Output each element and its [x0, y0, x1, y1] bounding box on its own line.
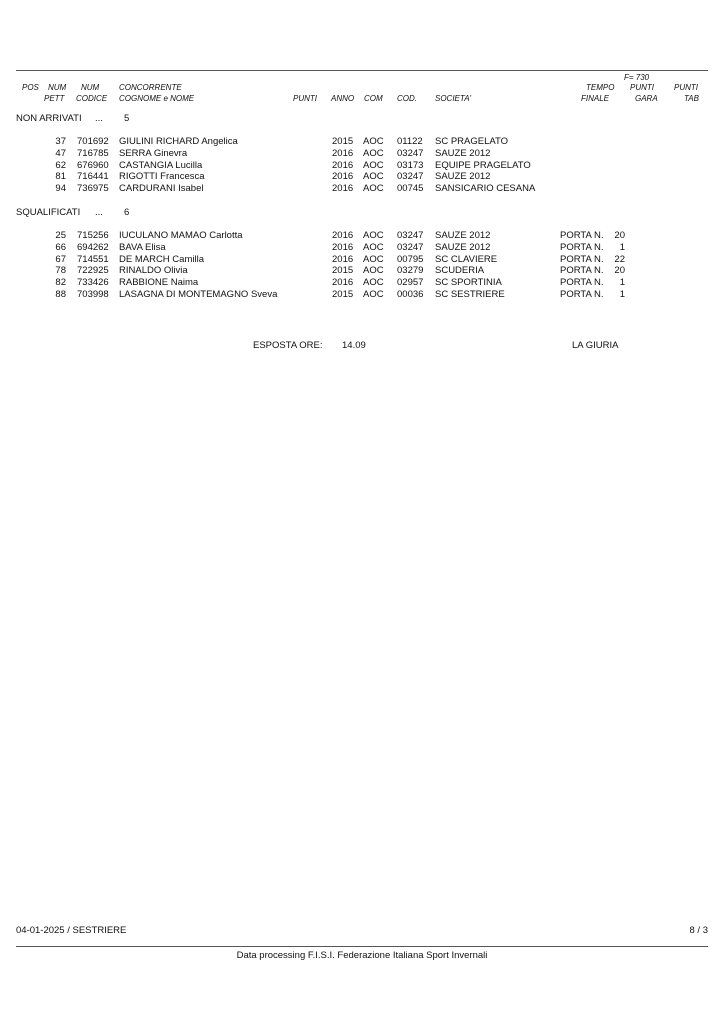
com-cell: AOC [363, 265, 384, 277]
pett-cell: 78 [55, 265, 66, 277]
section-dots: ... [95, 113, 103, 124]
cod-cell: 03247 [397, 171, 424, 183]
anno-cell: 2016 [332, 171, 354, 183]
section-dots: ... [95, 207, 103, 218]
com-cell: AOC [363, 159, 384, 171]
codice-cell: 722925 [77, 265, 109, 277]
porta-number: 22 [614, 253, 625, 265]
com-cell: AOC [363, 136, 384, 147]
header-tab: TAB [684, 94, 699, 103]
header-pett: PETT [44, 94, 65, 103]
anno-cell: 2016 [332, 253, 354, 265]
com-cell: AOC [363, 230, 384, 241]
codice-cell: 694262 [77, 241, 109, 253]
com-cell: AOC [363, 253, 384, 265]
cod-cell: 00036 [397, 289, 424, 300]
porta-label: PORTA N. [560, 289, 604, 300]
anno-cell: 2016 [332, 183, 354, 195]
porta-label: PORTA N. [560, 241, 604, 253]
societa-cell: SC SPORTINIA [435, 277, 502, 289]
header-punti-tab: PUNTI [674, 83, 698, 92]
pett-cell: 37 [55, 136, 66, 147]
header-pos: POS [22, 83, 39, 92]
societa-cell: SCUDERIA [435, 265, 485, 277]
societa-cell: EQUIPE PRAGELATO [435, 159, 531, 171]
porta-number: 1 [619, 241, 625, 253]
pett-cell: 81 [55, 171, 66, 183]
f-value: F= 730 [624, 73, 650, 82]
name-cell: CARDURANI Isabel [119, 183, 204, 195]
section-label: SQUALIFICATI [16, 207, 81, 218]
cod-cell: 01122 [397, 136, 423, 147]
pett-cell: 62 [55, 159, 66, 171]
header-punti: PUNTI [293, 94, 317, 103]
footer-page-number: 8 / 3 [689, 925, 708, 936]
codice-cell: 715256 [77, 230, 109, 241]
com-cell: AOC [363, 289, 384, 300]
header-concorrente: CONCORRENTE [119, 83, 182, 92]
cod-cell: 03247 [397, 230, 424, 241]
name-cell: DE MARCH Camilla [119, 253, 204, 265]
pett-cell: 82 [55, 277, 66, 289]
pett-cell: 94 [55, 183, 66, 195]
porta-label: PORTA N. [560, 230, 604, 241]
name-cell: RABBIONE Naima [119, 277, 199, 289]
anno-cell: 2015 [332, 289, 354, 300]
codice-cell: 716441 [77, 171, 109, 183]
header-finale: FINALE [581, 94, 610, 103]
anno-cell: 2016 [332, 241, 354, 253]
name-cell: CASTANGIA Lucilla [119, 159, 203, 171]
pett-cell: 88 [55, 289, 66, 300]
com-cell: AOC [363, 241, 384, 253]
societa-cell: SAUZE 2012 [435, 147, 491, 159]
cod-cell: 00795 [397, 253, 424, 265]
name-cell: RIGOTTI Francesca [119, 171, 205, 183]
header-punti-gara: PUNTI [630, 83, 654, 92]
pett-cell: 47 [55, 147, 66, 159]
footer-date-place: 04-01-2025 / SESTRIERE [16, 925, 127, 936]
cod-cell: 03173 [397, 159, 424, 171]
codice-cell: 733426 [77, 277, 109, 289]
la-giuria: LA GIURIA [572, 340, 619, 351]
header-tempo: TEMPO [586, 83, 615, 92]
cod-cell: 03247 [397, 147, 424, 159]
header-num-codice: NUM [81, 83, 100, 92]
header-gara: GARA [635, 94, 658, 103]
societa-cell: SC PRAGELATO [435, 136, 509, 147]
societa-cell: SAUZE 2012 [435, 230, 491, 241]
anno-cell: 2016 [332, 147, 354, 159]
anno-cell: 2016 [332, 230, 354, 241]
com-cell: AOC [363, 183, 384, 195]
porta-number: 20 [614, 230, 625, 241]
section-count: 5 [124, 113, 130, 124]
anno-cell: 2016 [332, 159, 354, 171]
codice-cell: 701692 [77, 136, 109, 147]
porta-label: PORTA N. [560, 253, 604, 265]
header-cod: COD. [397, 94, 417, 103]
esposta-label: ESPOSTA ORE: [253, 340, 323, 351]
section-count: 6 [124, 207, 130, 218]
porta-label: PORTA N. [560, 265, 604, 277]
codice-cell: 716785 [77, 147, 109, 159]
section-label: NON ARRIVATI [16, 113, 82, 124]
header-cognome-nome: COGNOME e NOME [119, 94, 195, 103]
top-rule [16, 70, 708, 71]
cod-cell: 02957 [397, 277, 424, 289]
societa-cell: SANSICARIO CESANA [435, 183, 536, 195]
anno-cell: 2015 [332, 265, 354, 277]
pett-cell: 67 [55, 253, 66, 265]
footer-rule [16, 946, 708, 947]
anno-cell: 2016 [332, 277, 354, 289]
name-cell: RINALDO Olivia [119, 265, 188, 277]
name-cell: SERRA Ginevra [119, 147, 188, 159]
name-cell: GIULINI RICHARD Angelica [119, 136, 238, 147]
name-cell: LASAGNA DI MONTEMAGNO Sveva [119, 289, 278, 300]
codice-cell: 714551 [77, 253, 109, 265]
esposta-time: 14.09 [342, 340, 366, 351]
footer-credit: Data processing F.I.S.I. Federazione Italiana Sport Invernali [236, 950, 488, 961]
header-societa: SOCIETA' [435, 94, 472, 103]
header-anno: ANNO [331, 94, 355, 103]
pett-cell: 25 [55, 230, 66, 241]
codice-cell: 703998 [77, 289, 109, 300]
com-cell: AOC [363, 147, 384, 159]
name-cell: BAVA Elisa [119, 241, 166, 253]
com-cell: AOC [363, 277, 384, 289]
com-cell: AOC [363, 171, 384, 183]
codice-cell: 676960 [77, 159, 109, 171]
societa-cell: SAUZE 2012 [435, 241, 491, 253]
porta-label: PORTA N. [560, 277, 604, 289]
porta-number: 1 [619, 289, 625, 300]
codice-cell: 736975 [77, 183, 109, 195]
pett-cell: 66 [55, 241, 66, 253]
name-cell: IUCULANO MAMAO Carlotta [119, 230, 243, 241]
cod-cell: 03247 [397, 241, 424, 253]
societa-cell: SC CLAVIERE [435, 253, 498, 265]
anno-cell: 2015 [332, 136, 354, 147]
header-num-pett: NUM [48, 83, 67, 92]
societa-cell: SAUZE 2012 [435, 171, 491, 183]
cod-cell: 00745 [397, 183, 424, 195]
societa-cell: SC SESTRIERE [435, 289, 505, 300]
header-com: COM [364, 94, 383, 103]
porta-number: 1 [619, 277, 625, 289]
header-codice: CODICE [76, 94, 108, 103]
porta-number: 20 [614, 265, 625, 277]
cod-cell: 03279 [397, 265, 424, 277]
